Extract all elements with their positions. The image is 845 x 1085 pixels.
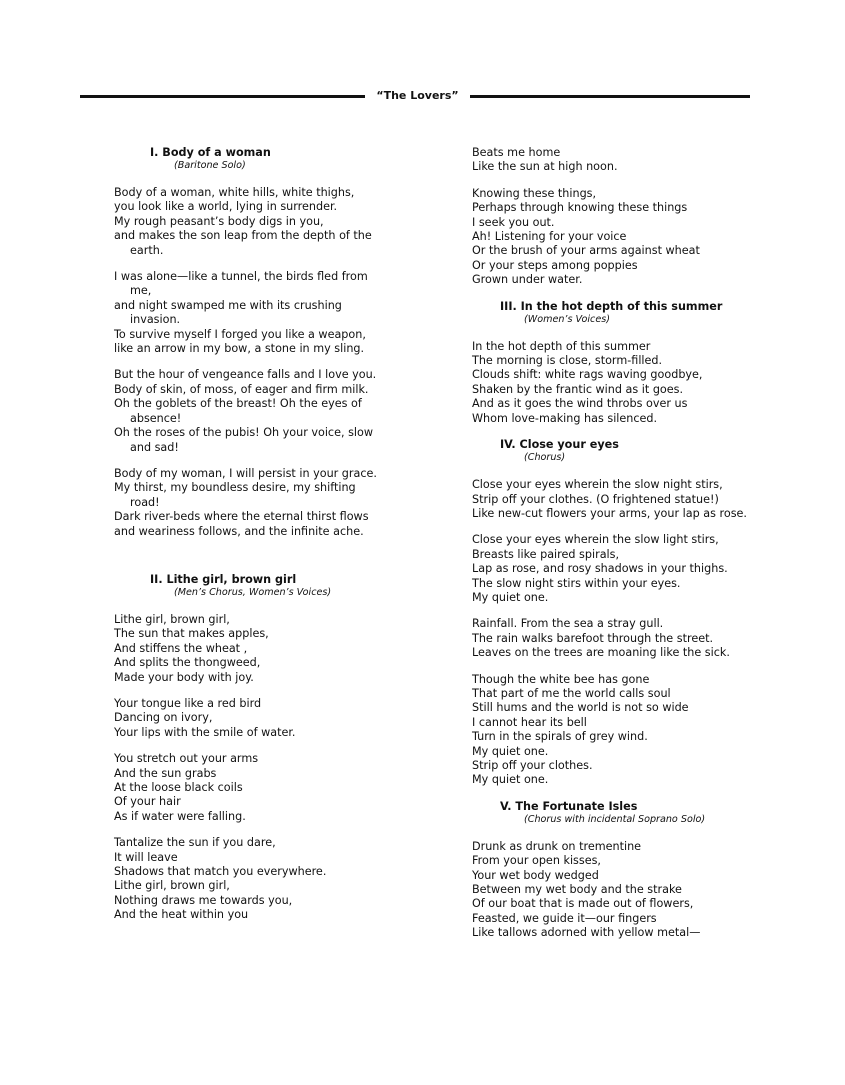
section-subtitle: (Baritone Solo): [174, 160, 246, 171]
poem-line: That part of me the world calls soul: [472, 686, 671, 700]
poem-line: Lap as rose, and rosy shadows in your thighs.: [472, 562, 728, 576]
poem-line: Body of skin, of moss, of eager and firm milk.: [114, 382, 369, 396]
poem-line: In the hot depth of this summer: [472, 339, 651, 353]
section-heading-block: [472, 300, 747, 326]
poem-line: Strip off your clothes.: [472, 759, 593, 772]
section-lithe-girl-continued: [472, 146, 747, 288]
right-column: [472, 146, 747, 953]
section-subtitle: (Men’s Chorus, Women’s Voices): [174, 586, 332, 598]
section-heading: II. Lithe girl, brown girl: [150, 572, 297, 586]
poem-line: Of our boat that is made out of flowers,: [472, 897, 694, 911]
poem-line: As if water were falling.: [114, 809, 246, 823]
poem-line: Tantalize the sun if you dare,: [114, 836, 276, 850]
section-heading-block: [472, 438, 747, 464]
stanza: [114, 752, 384, 824]
poem-line: Rainfall. From the sea a stray gull.: [472, 617, 664, 631]
poem-line: like an arrow in my bow, a stone in my sling.: [114, 342, 365, 356]
poem-line: Close your eyes wherein the slow night stirs,: [472, 478, 723, 492]
section-heading: IV. Close your eyes: [500, 438, 619, 452]
poem-line: Whom love-making has silenced.: [472, 411, 658, 425]
poem-line: And splits the thongweed,: [114, 656, 261, 670]
poem-line: Shadows that match you everywhere.: [114, 865, 327, 879]
poem-line: Body of my woman, I will persist in your grace.: [114, 466, 377, 480]
poem-line: Ah! Listening for your voice: [472, 230, 627, 244]
section-subtitle: (Women’s Voices): [524, 313, 610, 325]
poem-line: To survive myself I forged you like a weapon,: [114, 327, 366, 341]
poem-line: Dancing on ivory,: [114, 711, 213, 725]
poem-line: Or your steps among poppies: [472, 258, 638, 272]
poem-line: My rough peasant’s body digs in you,: [114, 214, 324, 228]
poem-line: Leaves on the trees are moaning like the sick.: [472, 646, 730, 660]
stanza: [472, 478, 747, 521]
section-heading-block: [114, 573, 384, 599]
stanza: [472, 340, 747, 426]
poem-line: I was alone—like a tunnel, the birds fled from me,: [114, 270, 368, 298]
poem-line: Grown under water.: [472, 273, 583, 287]
section-lithe-girl: [114, 573, 384, 923]
poem-line: My quiet one.: [472, 590, 549, 604]
poem-line: Beats me home: [472, 146, 561, 159]
poem-line: Turn in the spirals of grey wind.: [472, 730, 648, 744]
stanza: [114, 836, 384, 922]
section-fortunate-isles: [472, 800, 747, 941]
poem-line: Drunk as drunk on trementine: [472, 839, 642, 853]
poem-line: Shaken by the frantic wind as it goes.: [472, 382, 684, 396]
section-heading: V. The Fortunate Isles: [500, 799, 638, 813]
section-hot-depth-of-summer: [472, 300, 747, 426]
poem-line: Feasted, we guide it—our fingers: [472, 911, 657, 925]
stanza: [114, 186, 384, 258]
poem-line: Still hums and the world is not so wide: [472, 701, 689, 715]
poem-line: I seek you out.: [472, 215, 555, 229]
page-title: “The Lovers”: [376, 89, 459, 102]
poem-line: Or the brush of your arms against wheat: [472, 244, 700, 258]
poem-line: From your open kisses,: [472, 854, 601, 868]
section-subtitle: (Chorus): [524, 452, 566, 464]
poem-line: And as it goes the wind throbs over us: [472, 397, 688, 411]
poem-line: It will leave: [114, 850, 178, 864]
poem-line: Like new-cut flowers your arms, your lap as rose.: [472, 506, 747, 520]
poem-line: Of your hair: [114, 795, 181, 809]
poem-line: And stiffens the wheat ,: [114, 641, 248, 655]
poem-line: Lithe girl, brown girl,: [114, 612, 230, 626]
poem-line: Made your body with joy.: [114, 670, 254, 684]
poem-line: I cannot hear its bell: [472, 715, 587, 729]
header-rule-right: [470, 95, 750, 98]
section-heading-block: [472, 800, 747, 826]
poem-line: Nothing draws me towards you,: [114, 893, 293, 907]
poem-line: Though the white bee has gone: [472, 672, 650, 686]
poem-line: Breasts like paired spirals,: [472, 547, 620, 561]
poem-line: and makes the son leap from the depth of the earth.: [114, 229, 372, 257]
poem-line: My thirst, my boundless desire, my shifting road!: [114, 481, 356, 509]
poem-line: Perhaps through knowing these things: [472, 201, 688, 215]
poem-line: My quiet one.: [472, 744, 549, 758]
stanza: [114, 467, 384, 539]
poem-line: The rain walks barefoot through the street.: [472, 631, 714, 645]
section-subtitle: (Chorus with incidental Soprano Solo): [524, 813, 706, 825]
poem-line: Clouds shift: white rags waving goodbye,: [472, 368, 703, 382]
poem-line: But the hour of vengeance falls and I love you.: [114, 368, 377, 382]
poem-line: Lithe girl, brown girl,: [114, 879, 230, 893]
stanza: [114, 270, 384, 356]
poem-line: Dark river-beds where the eternal thirst flows: [114, 510, 369, 524]
poem-line: Strip off your clothes. (O frightened statue!): [472, 492, 719, 506]
poem-line: Your lips with the smile of water.: [114, 725, 296, 739]
stanza: [472, 146, 747, 175]
poem-line: Your wet body wedged: [472, 868, 599, 882]
poem-line: The slow night stirs within your eyes.: [472, 576, 681, 590]
poem-line: and weariness follows, and the infinite ache.: [114, 524, 364, 538]
stanza: [114, 613, 384, 685]
poem-line: At the loose black coils: [114, 781, 243, 794]
poem-line: Like the sun at high noon.: [472, 160, 618, 174]
poem-line: And the sun grabs: [114, 766, 217, 780]
poem-line: Like tallows adorned with yellow metal—: [472, 926, 701, 940]
poem-line: Close your eyes wherein the slow light stirs,: [472, 533, 719, 547]
section-heading: I. Body of a woman: [150, 146, 271, 159]
poem-line: The morning is close, storm-filled.: [472, 354, 663, 368]
poem-line: Knowing these things,: [472, 186, 597, 200]
page-header: [80, 86, 750, 108]
poem-line: You stretch out your arms: [114, 752, 259, 766]
poem-line: My quiet one.: [472, 773, 549, 787]
stanza: [472, 187, 747, 288]
left-column: [114, 146, 384, 935]
poem-line: Oh the roses of the pubis! Oh your voice, slow and sad!: [114, 426, 374, 454]
stanza: [472, 673, 747, 788]
poem-line: Between my wet body and the strake: [472, 883, 682, 897]
section-body-of-a-woman: [114, 146, 384, 539]
poem-line: Oh the goblets of the breast! Oh the eyes of absence!: [114, 397, 362, 425]
section-heading-block: [114, 146, 384, 172]
poem-line: And the heat within you: [114, 908, 249, 922]
stanza: [114, 368, 384, 454]
stanza: [472, 840, 747, 941]
poem-line: Body of a woman, white hills, white thighs,: [114, 186, 355, 199]
header-rule-left: [80, 95, 365, 98]
stanza: [472, 617, 747, 660]
poem-line: and night swamped me with its crushing invasion.: [114, 298, 342, 327]
poem-line: you look like a world, lying in surrender.: [114, 200, 338, 214]
poem-line: Your tongue like a red bird: [114, 696, 262, 710]
stanza: [472, 533, 747, 605]
stanza: [114, 697, 384, 740]
section-heading: III. In the hot depth of this summer: [500, 299, 723, 313]
poem-line: The sun that makes apples,: [114, 627, 269, 641]
section-close-your-eyes: [472, 438, 747, 788]
